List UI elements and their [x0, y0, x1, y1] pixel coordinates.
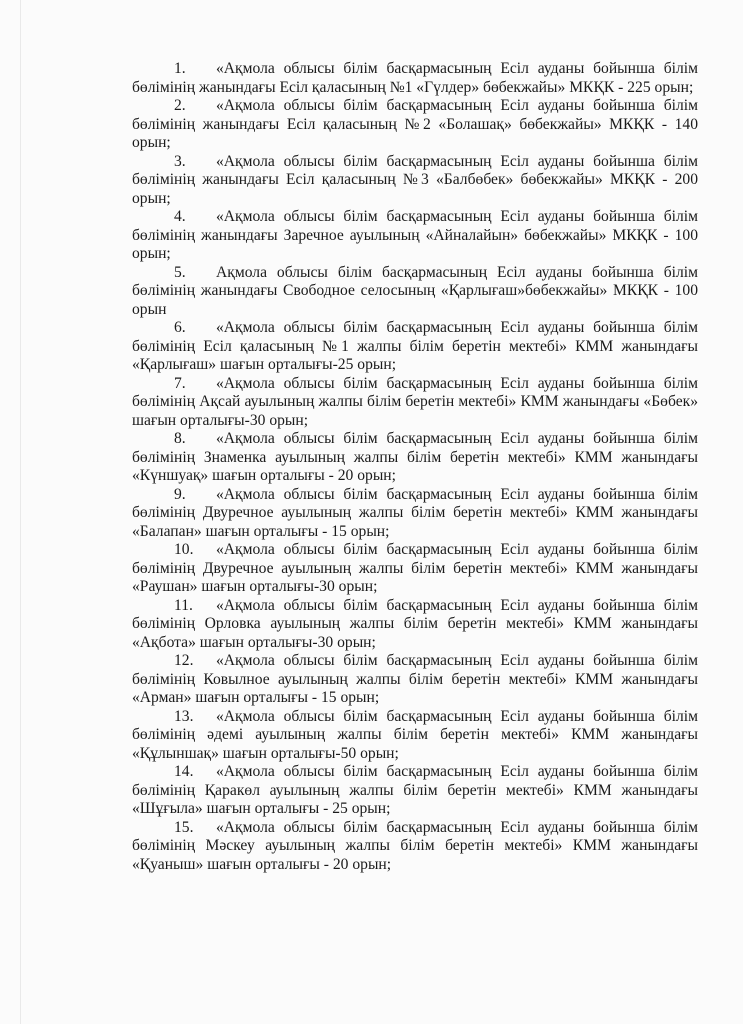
item-number: 5.: [174, 263, 186, 281]
list-item: [132, 375, 698, 431]
item-text: «Ақмола облысы білім басқармасының Есіл ауданы бойынша білім бөлімінің Знаменка ауылының жалпы білім беретін мектебі» КММ жанындағы «Күншуақ» шағын орталығы - 20 орын;: [132, 430, 698, 484]
item-number: 12.: [174, 652, 194, 669]
item-number: 7.: [174, 374, 186, 392]
list-item: [132, 763, 698, 819]
list-item: [132, 208, 698, 264]
item-text: «Ақмола облысы білім басқармасының Есіл ауданы бойынша білім бөлімінің жанындағы Заречное ауылының «Айналайын» бөбекжайы» МКҚК - 100 орын;: [132, 208, 698, 262]
item-number: 3.: [174, 152, 186, 170]
item-number: 11.: [174, 596, 193, 614]
list-item: [132, 60, 698, 97]
item-text: «Ақмола облысы білім басқармасының Есіл ауданы бойынша білім бөлімінің Ақсай ауылының жалпы білім беретін мектебі» КММ жанындағы «Бөбек» шағын орталығы-30 орын;: [132, 374, 698, 429]
scan-edge: [20, 0, 21, 1024]
item-text: «Ақмола облысы білім басқармасының Есіл ауданы бойынша білім бөлімінің Қаракөл ауылының жалпы білім беретін мектебі» КММ жанындағы «Шұғыла» шағын орталығы - 25 орын;: [132, 763, 698, 817]
item-number: 14.: [174, 763, 194, 780]
list-item: [132, 597, 698, 653]
item-number: 2.: [174, 97, 186, 114]
list-item: [132, 153, 698, 209]
list-item: [132, 264, 698, 320]
list-item: [132, 652, 698, 708]
item-number: 4.: [174, 208, 186, 225]
item-number: 10.: [174, 541, 194, 558]
item-number: 1.: [174, 60, 186, 77]
item-number: 13.: [174, 707, 194, 725]
item-text: «Ақмола облысы білім басқармасының Есіл ауданы бойынша білім бөлімінің Орловка ауылының жалпы білім беретін мектебі» КММ жанындағы «Ақбота» шағын орталығы-30 орын;: [132, 596, 698, 651]
item-text: «Ақмола облысы білім басқармасының Есіл ауданы бойынша білім бөлімінің жанындағы Есіл қаласының №1 «Гүлдер» бөбекжайы» МКҚК - 225 орын;: [132, 60, 698, 96]
list-item: [132, 486, 698, 542]
item-number: 8.: [174, 430, 186, 447]
list-item: [132, 319, 698, 375]
item-number: 9.: [174, 485, 186, 503]
item-number: 6.: [174, 319, 186, 336]
item-text: «Ақмола облысы білім басқармасының Есіл ауданы бойынша білім бөлімінің жанындағы Есіл қаласының №2 «Болашақ» бөбекжайы» МКҚК - 140 орын;: [132, 97, 698, 151]
item-text: «Ақмола облысы білім басқармасының Есіл ауданы бойынша білім бөлімінің Есіл қаласының №1 жалпы білім беретін мектебі» КММ жанындағы «Қарлығаш» шағын орталығы-25 орын;: [132, 319, 698, 373]
list-item: [132, 708, 698, 764]
item-text: Ақмола облысы білім басқармасының Есіл ауданы бойынша білім бөлімінің жанындағы Свободное селосының «Қарлығаш»бөбекжайы» МКҚК - 100 орын: [132, 263, 698, 318]
list-item: [132, 430, 698, 486]
item-number: 15.: [174, 818, 194, 836]
item-text: «Ақмола облысы білім басқармасының Есіл ауданы бойынша білім бөлімінің Ковылное ауылының жалпы білім беретін мектебі» КММ жанындағы «Арман» шағын орталығы - 15 орын;: [132, 652, 698, 706]
document-body: [132, 60, 698, 874]
list-item: [132, 541, 698, 597]
item-text: «Ақмола облысы білім басқармасының Есіл ауданы бойынша білім бөлімінің Двуречное ауылының жалпы білім беретін мектебі» КММ жанындағы «Раушан» шағын орталығы-30 орын;: [132, 541, 698, 595]
list-item: [132, 819, 698, 875]
item-text: «Ақмола облысы білім басқармасының Есіл ауданы бойынша білім бөлімінің әдемі ауылының жалпы білім беретін мектебі» КММ жанындағы «Құлыншақ» шағын орталығы-50 орын;: [132, 707, 698, 762]
item-text: «Ақмола облысы білім басқармасының Есіл ауданы бойынша білім бөлімінің Мәскеу ауылының жалпы білім беретін мектебі» КММ жанындағы «Қуаныш» шағын орталығы - 20 орын;: [132, 818, 698, 873]
item-text: «Ақмола облысы білім басқармасының Есіл ауданы бойынша білім бөлімінің жанындағы Есіл қаласының №3 «Балбөбек» бөбекжайы» МКҚК - 200 орын;: [132, 152, 698, 207]
item-text: «Ақмола облысы білім басқармасының Есіл ауданы бойынша білім бөлімінің Двуречное ауылының жалпы білім беретін мектебі» КММ жанындағы «Балапан» шағын орталығы - 15 орын;: [132, 485, 698, 540]
list-item: [132, 97, 698, 153]
